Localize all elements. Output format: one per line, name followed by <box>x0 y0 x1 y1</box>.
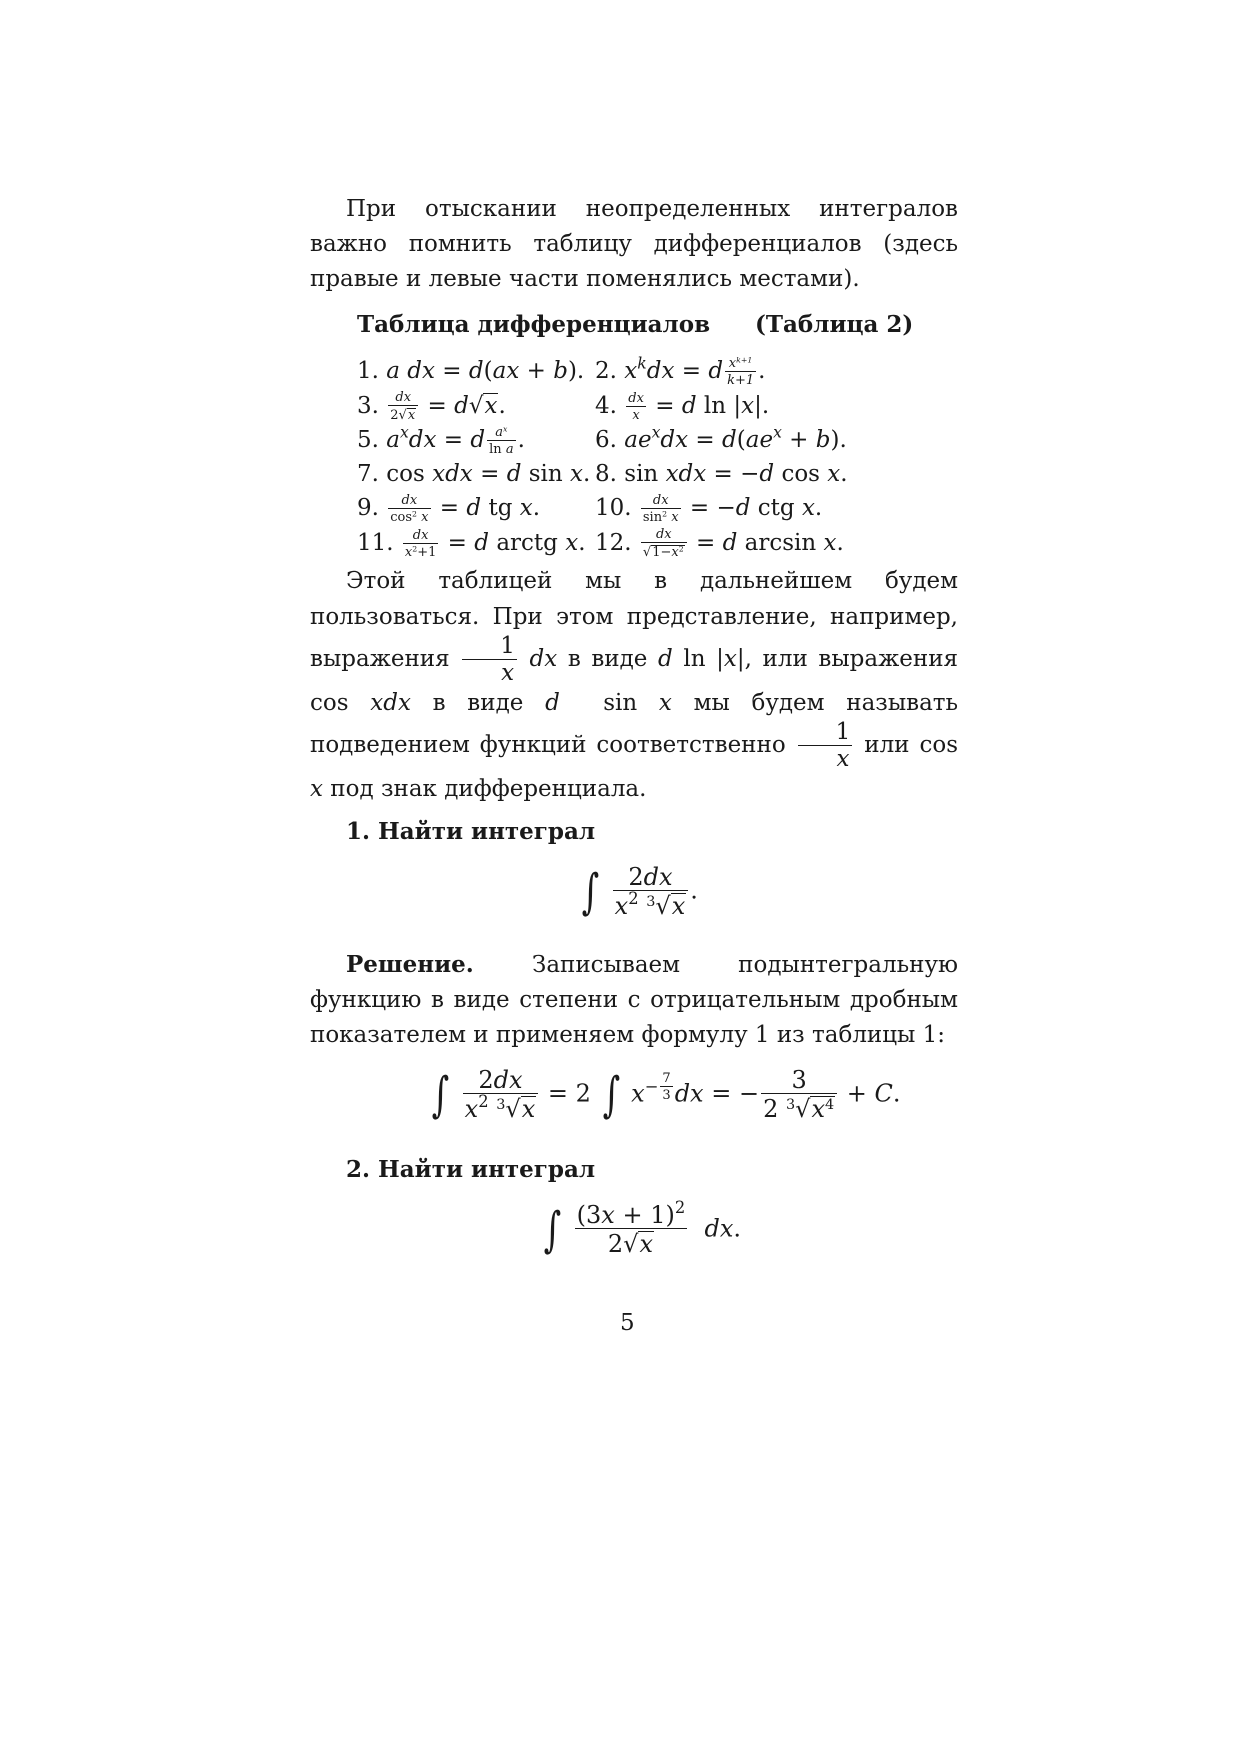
table-item-4: 4. $\frac{dx}{x}$ = d ln |x|. <box>595 391 770 423</box>
table-label: (Таблица 2) <box>755 311 914 338</box>
intro-paragraph: При отыскании неопределенных интегралов важно помнить таблицу дифференциалов (здесь правые и левые части поменялись местами). <box>310 196 958 292</box>
example-1-integral: ∫ $\frac{2dx}{x^2 ^3√x}$ . <box>581 863 698 921</box>
solution-paragraph: Решение. Записываем подынтегральную функцию в виде степени с отрицательным дробным показателем и применяем формулу 1 из таблицы 1: <box>310 951 958 1048</box>
solution-formula: ∫ $\frac{2dx}{x^2 ^3√x}$ = 2 ∫ $x^{- \frac{7}{3}}$ dx = − $\frac{3}{2 ^3√x^4}$ + C. <box>431 1066 901 1124</box>
table-item-3: 3. $\frac{dx}{2√x}$ = d√x. <box>357 390 506 424</box>
table-item-7: 7. cos xdx = d sin x. <box>357 461 591 487</box>
page-number: 5 <box>620 1310 635 1336</box>
table-item-12: 12. $\frac{dx}{√1-x^2}$ = d arcsin x. <box>595 527 844 561</box>
table-item-5: 5. $a^xdx = d$ $\frac{a^x}{\text{ln a}}$ . <box>357 422 525 457</box>
table-item-10: 10. $\frac{dx}{\sin^2 x}$ = −d ctg x. <box>595 493 823 525</box>
table-item-8: 8. sin xdx = −d cos x. <box>595 461 848 487</box>
example-1-heading: 1. Найти интеграл <box>346 818 596 845</box>
table-title: Таблица дифференциалов <box>357 311 711 338</box>
table-item-1: 1. a dx = d(ax + b). <box>357 358 585 384</box>
table-title-row <box>357 311 917 351</box>
usage-paragraph: Этой таблицей мы в дальнейшем будем пользоваться. При этом представление, например, выражения $\frac{1}{x}$ dx в виде d ln |x|, или выражения cos xdx в виде d sin x мы будем называть подведением функций соответственно $\frac{1}{x}$ или cos x под знак дифференциала. <box>310 568 959 802</box>
table-item-6: 6. $ae^xdx = d(ae^x + b)$. <box>595 422 847 453</box>
example-2-integral: ∫ $\frac{(3x + 1)^2}{2√x}$ dx. <box>543 1198 742 1259</box>
table-item-2: 2. $x^kdx = d$ $\frac{x^{k+1}}{k+1}$ . <box>595 353 766 388</box>
example-2-heading: 2. Найти интеграл <box>346 1156 596 1183</box>
table-item-11: 11. $\frac{dx}{x^2+1}$ = d arctg x. <box>357 528 586 560</box>
table-item-9: 9. $\frac{dx}{\cos^2 x}$ = d tg x. <box>357 493 541 525</box>
